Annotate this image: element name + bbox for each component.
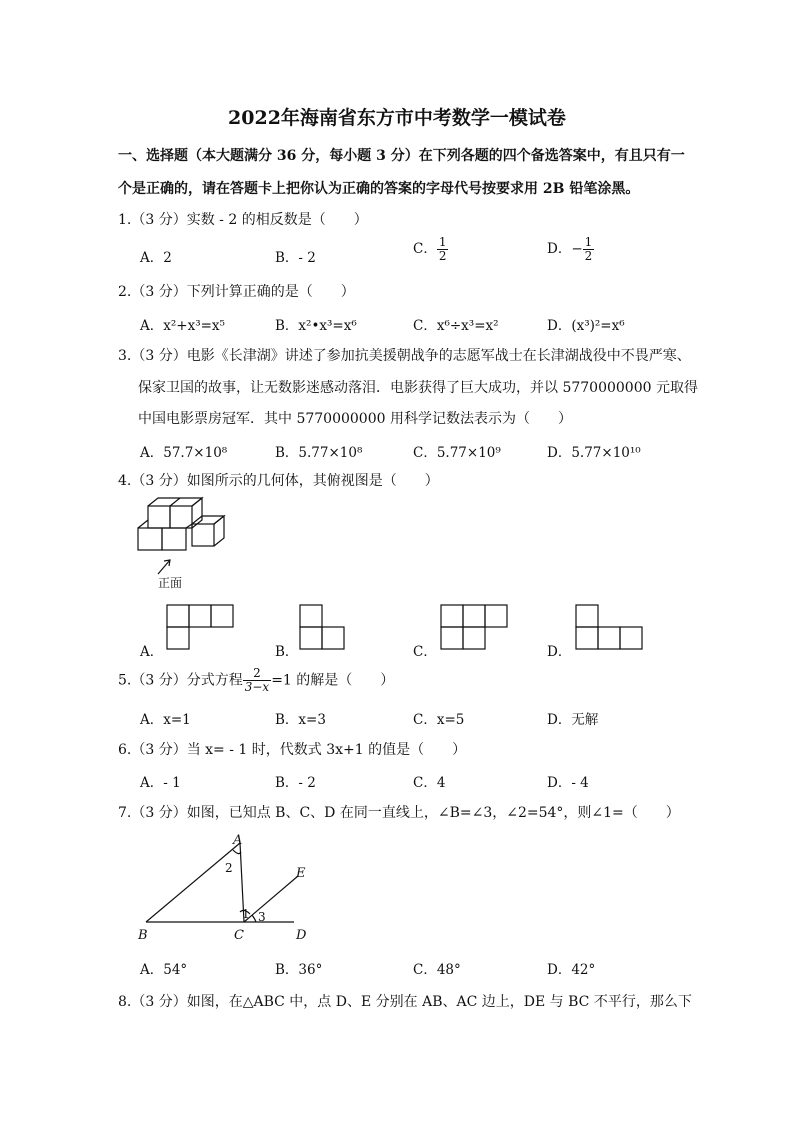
q1-option-d-label: D． [547, 241, 572, 257]
q4-option-a-figure [166, 604, 236, 650]
q7-angle-label-1: 1 [242, 907, 250, 921]
q7-label-point-a: A [233, 833, 243, 848]
q2-option-d: D．(x³)²=x⁶ [547, 318, 625, 334]
question-1-stem: 1.（3 分）实数 - 2 的相反数是（ ） [118, 212, 368, 228]
page-title: 2022年海南省东方市中考数学一模试卷 [228, 107, 566, 129]
q5-option-b: B．x=3 [275, 712, 326, 728]
q5-option-d: D．无解 [547, 712, 599, 728]
question-6-stem: 6.（3 分）当 x= - 1 时，代数式 3x+1 的值是（ ） [118, 742, 467, 758]
q4-option-b-label: B． [275, 644, 299, 660]
q1-d-numerator: 1 [584, 235, 593, 249]
q7-option-b: B．36° [275, 962, 323, 978]
q1-option-c-label: C． [413, 241, 437, 257]
q7-triangle-figure [136, 832, 326, 947]
q1-d-denominator: 2 [584, 249, 593, 263]
question-2-stem: 2.（3 分）下列计算正确的是（ ） [118, 284, 355, 300]
q7-option-c: C．48° [413, 962, 461, 978]
q4-option-d-label: D． [547, 644, 572, 660]
question-5-stem [118, 667, 394, 694]
q2-option-a: A．x²+x³=x⁵ [140, 318, 225, 334]
q1-option-a: A．2 [140, 250, 172, 266]
q3-option-d: D．5.77×10¹⁰ [547, 445, 641, 461]
q3-option-a: A．57.7×10⁸ [140, 445, 228, 461]
q5-fraction-denominator: 3−x [244, 680, 270, 694]
q5-option-c: C．x=5 [413, 712, 465, 728]
q2-option-b: B．x²•x³=x⁶ [275, 318, 357, 334]
q7-angle-label-2: 2 [225, 861, 233, 875]
q6-option-c: C．4 [413, 775, 446, 791]
q4-option-a-label: A． [140, 644, 164, 660]
question-3-line1: 3.（3 分）电影《长津湖》讲述了参加抗美援朝战争的志愿军战士在长津湖战役中不畏严寒、 [118, 348, 691, 364]
q1-c-denominator: 2 [438, 249, 447, 263]
q4-front-label: 正面 [158, 576, 183, 590]
q3-option-c: C．5.77×10⁹ [413, 445, 501, 461]
q7-label-point-e: E [296, 866, 306, 881]
q1-d-sign: − [571, 241, 583, 257]
q4-option-c-figure [440, 604, 510, 650]
section-heading-line1: 一、选择题（本大题满分 36 分，每小题 3 分）在下列各题的四个备选答案中，有且只有一 [118, 148, 685, 164]
q4-option-c-label: C． [413, 644, 437, 660]
section-heading-line2: 个是正确的，请在答题卡上把你认为正确的答案的字母代号按要求用 2B 铅笔涂黑。 [118, 181, 640, 197]
q6-option-d: D．- 4 [547, 775, 589, 791]
q1-c-numerator: 1 [438, 235, 447, 249]
q1-option-c [413, 236, 448, 263]
question-4-stem: 4.（3 分）如图所示的几何体，其俯视图是（ ） [118, 473, 439, 489]
q1-option-d-fraction [583, 236, 595, 263]
q4-option-b-figure [299, 604, 349, 650]
q7-angle-label-3: 3 [258, 910, 266, 924]
q7-label-point-c: C [234, 928, 244, 943]
question-7-stem: 7.（3 分）如图，已知点 B、C、D 在同一直线上，∠B=∠3，∠2=54°，则∠1=（ ） [118, 805, 680, 821]
q7-label-point-b: B [138, 928, 148, 943]
q4-option-d-figure [575, 604, 645, 650]
q1-option-c-fraction [437, 236, 449, 263]
question-8-stem: 8.（3 分）如图，在△ABC 中，点 D、E 分别在 AB、AC 边上，DE 与 BC 不平行，那么下 [118, 994, 692, 1010]
q5-stem-suffix: =1 的解是（ ） [271, 672, 395, 689]
q4-geometric-solid-figure [136, 494, 236, 589]
q5-fraction-numerator: 2 [243, 667, 271, 681]
question-3-line3: 中国电影票房冠军．其中 5770000000 用科学记数法表示为（ ） [138, 411, 572, 427]
q1-option-d [547, 236, 594, 263]
q5-equation-fraction [243, 667, 271, 694]
q5-option-a: A．x=1 [140, 712, 191, 728]
question-3-line2: 保家卫国的故事，让无数影迷感动落泪．电影获得了巨大成功，并以 5770000000 元取得 [138, 380, 698, 396]
q6-option-b: B．- 2 [275, 775, 316, 791]
q2-option-c: C．x⁶÷x³=x² [413, 318, 499, 334]
q5-stem-prefix: 5.（3 分）分式方程 [118, 672, 243, 689]
q7-option-a: A．54° [140, 962, 188, 978]
q1-option-b: B．- 2 [275, 250, 316, 266]
q3-option-b: B．5.77×10⁸ [275, 445, 363, 461]
q7-option-d: D．42° [547, 962, 596, 978]
q6-option-a: A．- 1 [140, 775, 181, 791]
q7-label-point-d: D [296, 928, 307, 943]
